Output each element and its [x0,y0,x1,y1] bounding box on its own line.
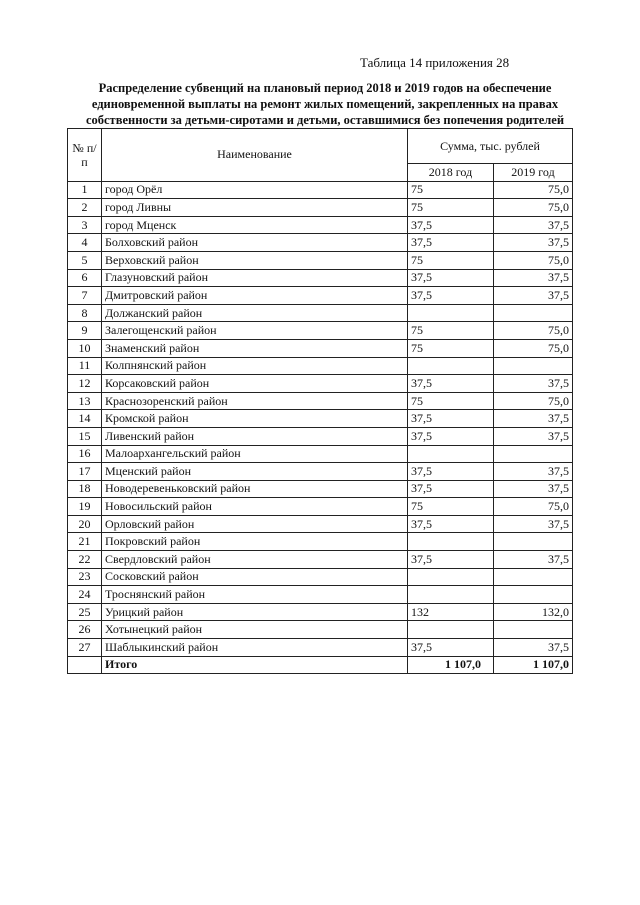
table-row [68,269,573,287]
row-value-2018 [408,586,494,604]
table-row [68,515,573,533]
row-name: Ливенский район [102,427,408,445]
row-value-2019 [494,586,573,604]
row-value-2018 [408,568,494,586]
table-body [68,181,573,656]
row-value-2018: 75 [408,498,494,516]
table-row [68,621,573,639]
row-name: город Ливны [102,199,408,217]
header-name: Наименование [102,129,408,182]
row-value-2019 [494,621,573,639]
row-name: Корсаковский район [102,375,408,393]
table-row [68,181,573,199]
title-line: единовременной выплаты на ремонт жилых помещений, закрепленных на правах [91,97,559,111]
table-row [68,568,573,586]
table-row [68,322,573,340]
row-value-2019 [494,445,573,463]
row-number: 14 [68,410,102,428]
row-name: Новодеревеньковский район [102,480,408,498]
row-value-2018: 75 [408,392,494,410]
table-row [68,375,573,393]
title-line: Распределение субвенций на плановый период 2018 и 2019 годов на обеспечение [98,81,552,95]
total-2018: 1 107,0 [408,656,494,674]
row-number: 9 [68,322,102,340]
row-name: Шаблыкинский район [102,639,408,657]
row-name: Орловский район [102,515,408,533]
row-value-2018: 37,5 [408,287,494,305]
row-number: 23 [68,568,102,586]
table-row [68,445,573,463]
row-number: 3 [68,216,102,234]
table-row [68,639,573,657]
table-row [68,199,573,217]
row-name: Хотынецкий район [102,621,408,639]
row-value-2019 [494,357,573,375]
row-name: город Мценск [102,216,408,234]
row-number: 8 [68,304,102,322]
row-value-2019 [494,304,573,322]
table-caption: Таблица 14 приложения 28 [360,55,510,70]
row-value-2019: 75,0 [494,251,573,269]
row-value-2019: 37,5 [494,480,573,498]
row-value-2019: 75,0 [494,199,573,217]
row-value-2019: 37,5 [494,269,573,287]
row-name: Троснянский район [102,586,408,604]
row-name: Новосильский район [102,498,408,516]
row-value-2018: 75 [408,322,494,340]
row-value-2018: 75 [408,339,494,357]
row-number: 5 [68,251,102,269]
row-name: Колпнянский район [102,357,408,375]
row-name: Болховский район [102,234,408,252]
row-value-2018: 75 [408,199,494,217]
table-row [68,533,573,551]
table-row [68,480,573,498]
row-number: 6 [68,269,102,287]
table-row [68,463,573,481]
row-number: 20 [68,515,102,533]
row-number: 11 [68,357,102,375]
row-value-2018: 37,5 [408,234,494,252]
row-value-2018: 37,5 [408,427,494,445]
row-value-2019: 37,5 [494,551,573,569]
row-name: Дмитровский район [102,287,408,305]
row-value-2019: 37,5 [494,463,573,481]
row-number: 21 [68,533,102,551]
row-number: 2 [68,199,102,217]
table-row [68,216,573,234]
row-value-2018: 37,5 [408,463,494,481]
row-value-2019: 37,5 [494,639,573,657]
row-number: 4 [68,234,102,252]
row-number: 12 [68,375,102,393]
row-value-2019: 75,0 [494,181,573,199]
table-row [68,304,573,322]
row-value-2019: 37,5 [494,234,573,252]
table-row [68,427,573,445]
row-value-2019: 37,5 [494,216,573,234]
row-name: Мценский район [102,463,408,481]
row-name: Глазуновский район [102,269,408,287]
row-value-2018: 75 [408,181,494,199]
row-name: Покровский район [102,533,408,551]
row-name: Урицкий район [102,603,408,621]
table-row [68,357,573,375]
row-value-2018: 37,5 [408,216,494,234]
total-label: Итого [102,656,408,674]
row-value-2018: 75 [408,251,494,269]
row-value-2019: 37,5 [494,427,573,445]
row-value-2018: 37,5 [408,410,494,428]
row-value-2018 [408,621,494,639]
table-row [68,234,573,252]
table-row [68,251,573,269]
row-value-2019: 75,0 [494,322,573,340]
subsidy-table [67,128,573,674]
row-value-2018: 37,5 [408,551,494,569]
header-sum: Сумма, тыс. рублей [408,129,573,164]
row-value-2019: 37,5 [494,410,573,428]
row-value-2018: 37,5 [408,480,494,498]
table-row [68,410,573,428]
header-number: № п/п [68,129,102,182]
total-row [68,656,573,674]
row-name: Залегощенский район [102,322,408,340]
row-value-2019: 75,0 [494,498,573,516]
table-row [68,339,573,357]
row-name: город Орёл [102,181,408,199]
header-year-2018: 2018 год [408,164,494,182]
row-number: 15 [68,427,102,445]
row-name: Верховский район [102,251,408,269]
row-value-2019: 37,5 [494,515,573,533]
title-line: собственности за детьми-сиротами и детьми, оставшимися без попечения родителей [85,113,565,127]
row-value-2019: 132,0 [494,603,573,621]
row-name: Сосковский район [102,568,408,586]
row-value-2019: 75,0 [494,392,573,410]
header-year-2019: 2019 год [494,164,573,182]
row-value-2019: 75,0 [494,339,573,357]
row-value-2018 [408,304,494,322]
table-row [68,586,573,604]
row-number: 25 [68,603,102,621]
table-row [68,498,573,516]
table-row [68,287,573,305]
row-name: Кромской район [102,410,408,428]
row-value-2018: 37,5 [408,269,494,287]
row-number: 26 [68,621,102,639]
row-number: 19 [68,498,102,516]
row-number: 22 [68,551,102,569]
row-number: 10 [68,339,102,357]
row-value-2018 [408,357,494,375]
row-value-2019: 37,5 [494,375,573,393]
row-name: Малоархангельский район [102,445,408,463]
row-number: 24 [68,586,102,604]
row-name: Краснозоренский район [102,392,408,410]
row-value-2019: 37,5 [494,287,573,305]
row-name: Знаменский район [102,339,408,357]
row-number: 13 [68,392,102,410]
row-number: 1 [68,181,102,199]
row-number: 27 [68,639,102,657]
row-name: Должанский район [102,304,408,322]
row-number: 16 [68,445,102,463]
row-value-2018: 37,5 [408,515,494,533]
row-number: 17 [68,463,102,481]
table-row [68,551,573,569]
row-name: Свердловский район [102,551,408,569]
table-row [68,392,573,410]
row-value-2018 [408,445,494,463]
document-title [80,80,570,128]
row-value-2018: 37,5 [408,375,494,393]
total-number-cell [68,656,102,674]
row-number: 18 [68,480,102,498]
row-value-2018: 132 [408,603,494,621]
row-value-2019 [494,533,573,551]
row-number: 7 [68,287,102,305]
table-row [68,603,573,621]
row-value-2018: 37,5 [408,639,494,657]
row-value-2019 [494,568,573,586]
row-value-2018 [408,533,494,551]
total-2019: 1 107,0 [494,656,573,674]
